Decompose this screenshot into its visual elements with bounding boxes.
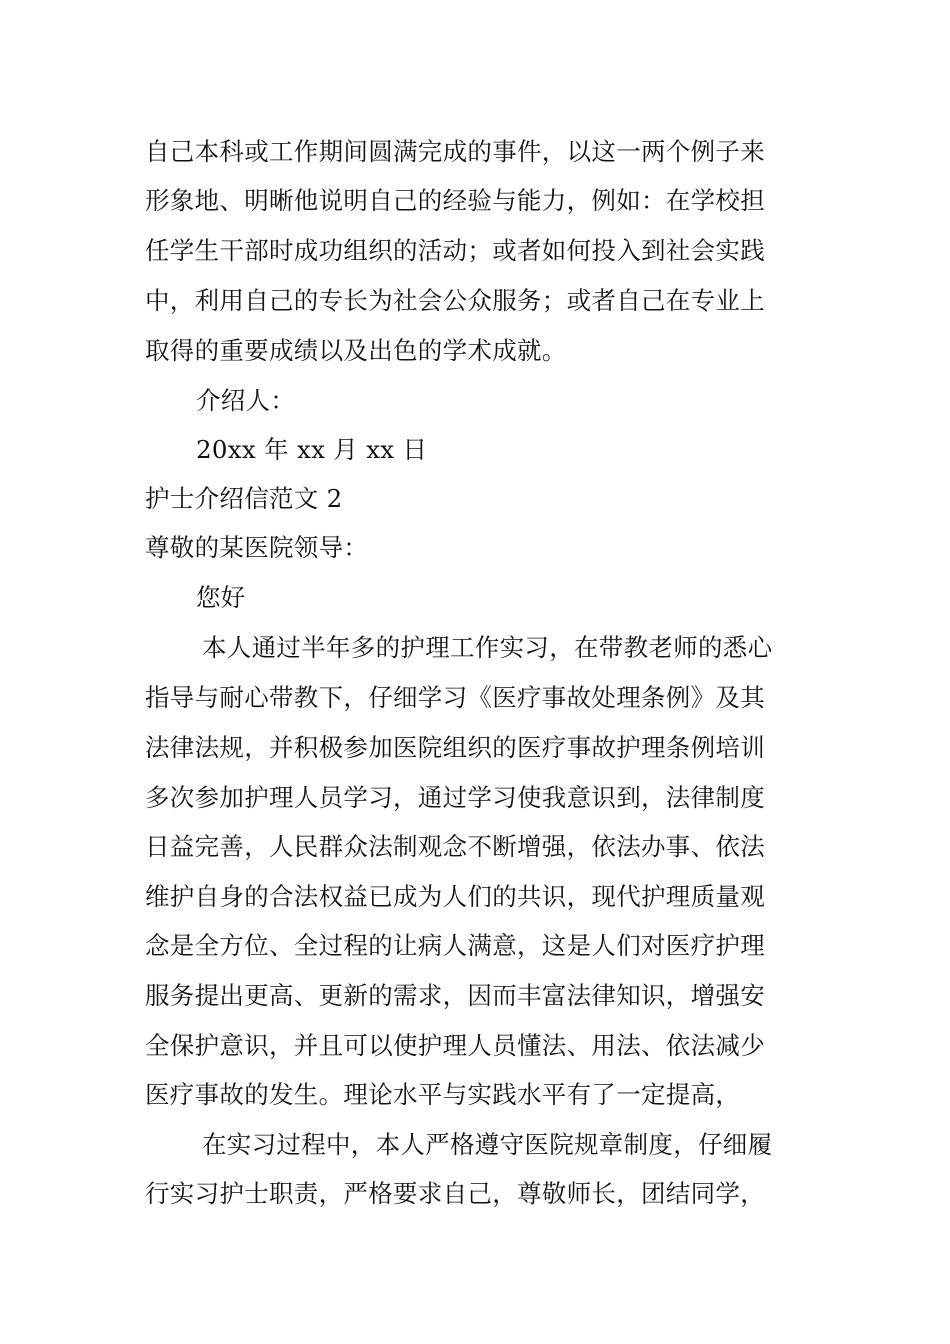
- paragraph-1-line-1: 自己本科或工作期间圆满完成的事件，以这一两个例子来: [145, 137, 765, 166]
- greeting: 您好: [196, 583, 246, 612]
- paragraph-1-line-3: 任学生干部时成功组织的活动；或者如何投入到社会实践: [145, 236, 765, 265]
- paragraph-2-line-10: 医疗事故的发生。理论水平与实践水平有了一定提高，: [145, 1080, 741, 1109]
- salutation: 尊敬的某医院领导：: [145, 533, 369, 562]
- paragraph-3-line-1: 在实习过程中，本人严格遵守医院规章制度，仔细履: [202, 1130, 773, 1159]
- paragraph-3-line-2: 行实习护士职责，严格要求自己，尊敬师长，团结同学，: [145, 1179, 765, 1208]
- paragraph-2-line-3: 法律法规，并积极参加医院组织的医疗事故护理条例培训: [145, 733, 765, 762]
- section-title: 护士介绍信范文 2: [145, 484, 343, 513]
- paragraph-2-line-5: 日益完善，人民群众法制观念不断增强，依法办事、依法: [145, 832, 765, 861]
- introducer-label: 介绍人：: [196, 386, 296, 415]
- paragraph-2-line-2: 指导与耐心带教下，仔细学习《医疗事故处理条例》及其: [145, 683, 765, 712]
- paragraph-1-line-5: 取得的重要成绩以及出色的学术成就。: [145, 336, 567, 365]
- paragraph-2-line-1: 本人通过半年多的护理工作实习，在带教老师的悉心: [202, 633, 773, 662]
- paragraph-2-line-8: 服务提出更高、更新的需求，因而丰富法律知识，增强安: [145, 981, 765, 1010]
- paragraph-2-line-7: 念是全方位、全过程的让病人满意，这是人们对医疗护理: [145, 931, 765, 960]
- letter-date: 20xx 年 xx 月 xx 日: [196, 435, 428, 464]
- paragraph-2-line-6: 维护自身的合法权益已成为人们的共识，现代护理质量观: [145, 882, 765, 911]
- paragraph-2-line-4: 多次参加护理人员学习，通过学习使我意识到，法律制度: [145, 783, 765, 812]
- paragraph-2-line-9: 全保护意识，并且可以使护理人员懂法、用法、依法减少: [145, 1031, 765, 1060]
- paragraph-1-line-2: 形象地、明晰他说明自己的经验与能力，例如：在学校担: [145, 186, 765, 215]
- paragraph-1-line-4: 中，利用自己的专长为社会公众服务；或者自己在专业上: [145, 286, 765, 315]
